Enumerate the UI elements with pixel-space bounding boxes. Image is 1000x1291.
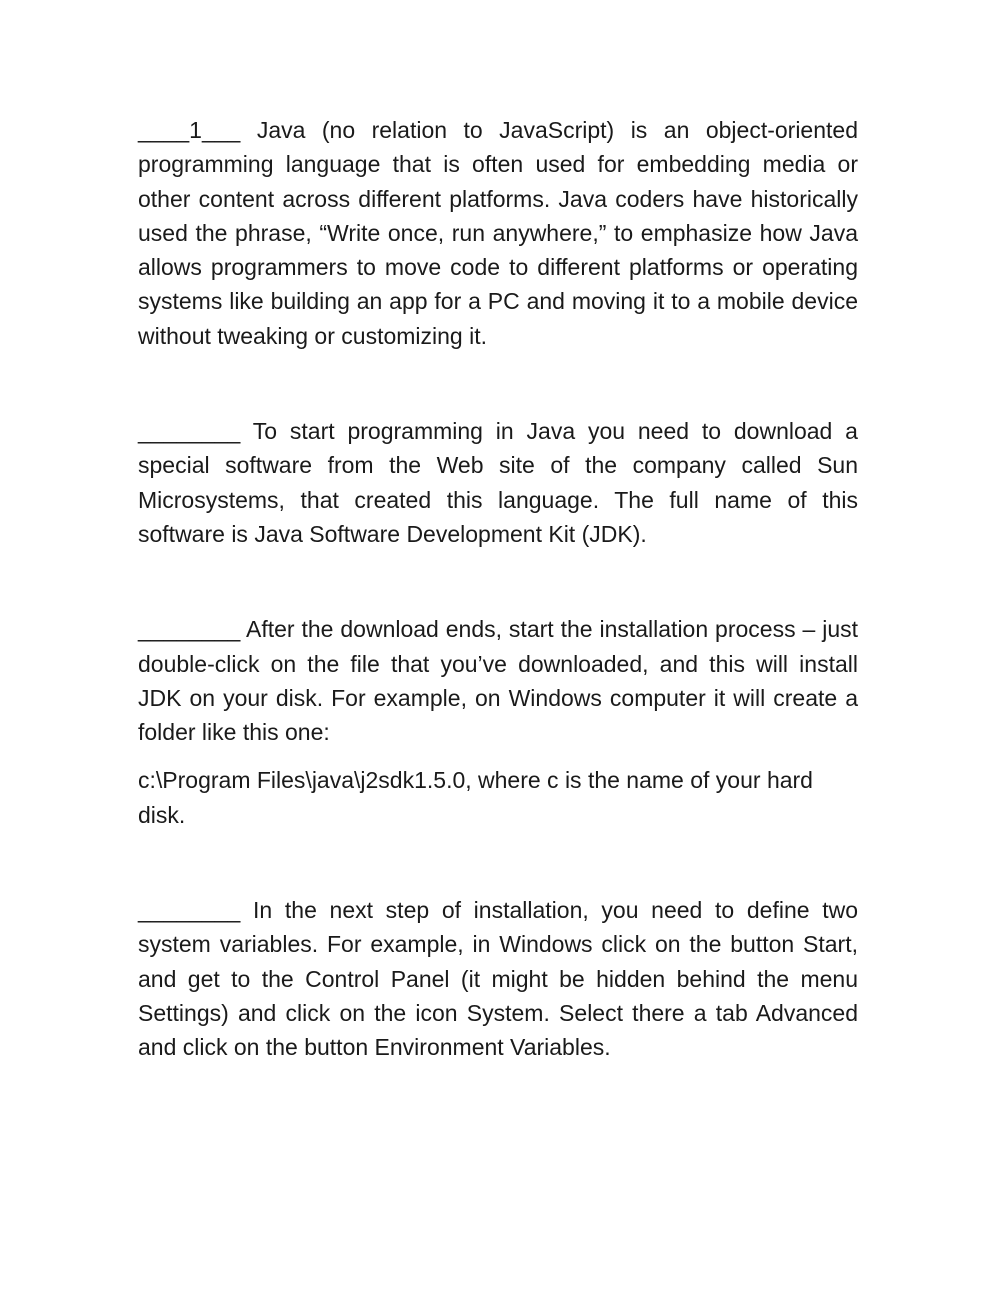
worksheet-page [138, 113, 858, 1065]
item-2-paragraph [138, 414, 858, 551]
item-3-answer-blank[interactable]: ________ [138, 616, 241, 643]
item-2-answer-blank[interactable]: ________ [138, 418, 241, 445]
item-1-answer-blank[interactable]: ____1___ [138, 117, 241, 143]
item-3-folder-path: c:\Program Files\java\j2sdk1.5.0, where c is the name of your hard disk. [138, 767, 813, 828]
item-3-paragraph [138, 612, 858, 749]
item-4-paragraph [138, 893, 858, 1064]
item-1-text: Java (no relation to JavaScript) is an object-oriented programming language that is often used for embedding media or other content across different platforms. Java coders have historically used the phrase, “Write once, run anywhere,” to emphasize how Java allows programmers to move code to different platforms or operating systems like building an app for a PC and moving it to a mobile device without tweaking or customizing it. [138, 117, 858, 349]
item-3-text: After the download ends, start the installation process – just double-click on the file that you’ve downloaded, and this will install JDK on your disk. For example, on Windows computer it will create a folder like this one: [138, 616, 858, 746]
item-4-answer-blank[interactable]: ________ [138, 897, 241, 924]
item-4-text: In the next step of installation, you need to define two system variables. For example, in Windows click on the button Start, and get to the Control Panel (it might be hidden behind the menu Settings) and click on the icon System. Select there a tab Advanced and click on the button Environment Variables. [138, 897, 859, 1061]
item-2-text: To start programming in Java you need to download a special software from the Web site of the company called Sun Microsystems, that created this language. The full name of this software is Java Software Development Kit (JDK). [138, 418, 858, 547]
item-1-paragraph [138, 113, 858, 353]
